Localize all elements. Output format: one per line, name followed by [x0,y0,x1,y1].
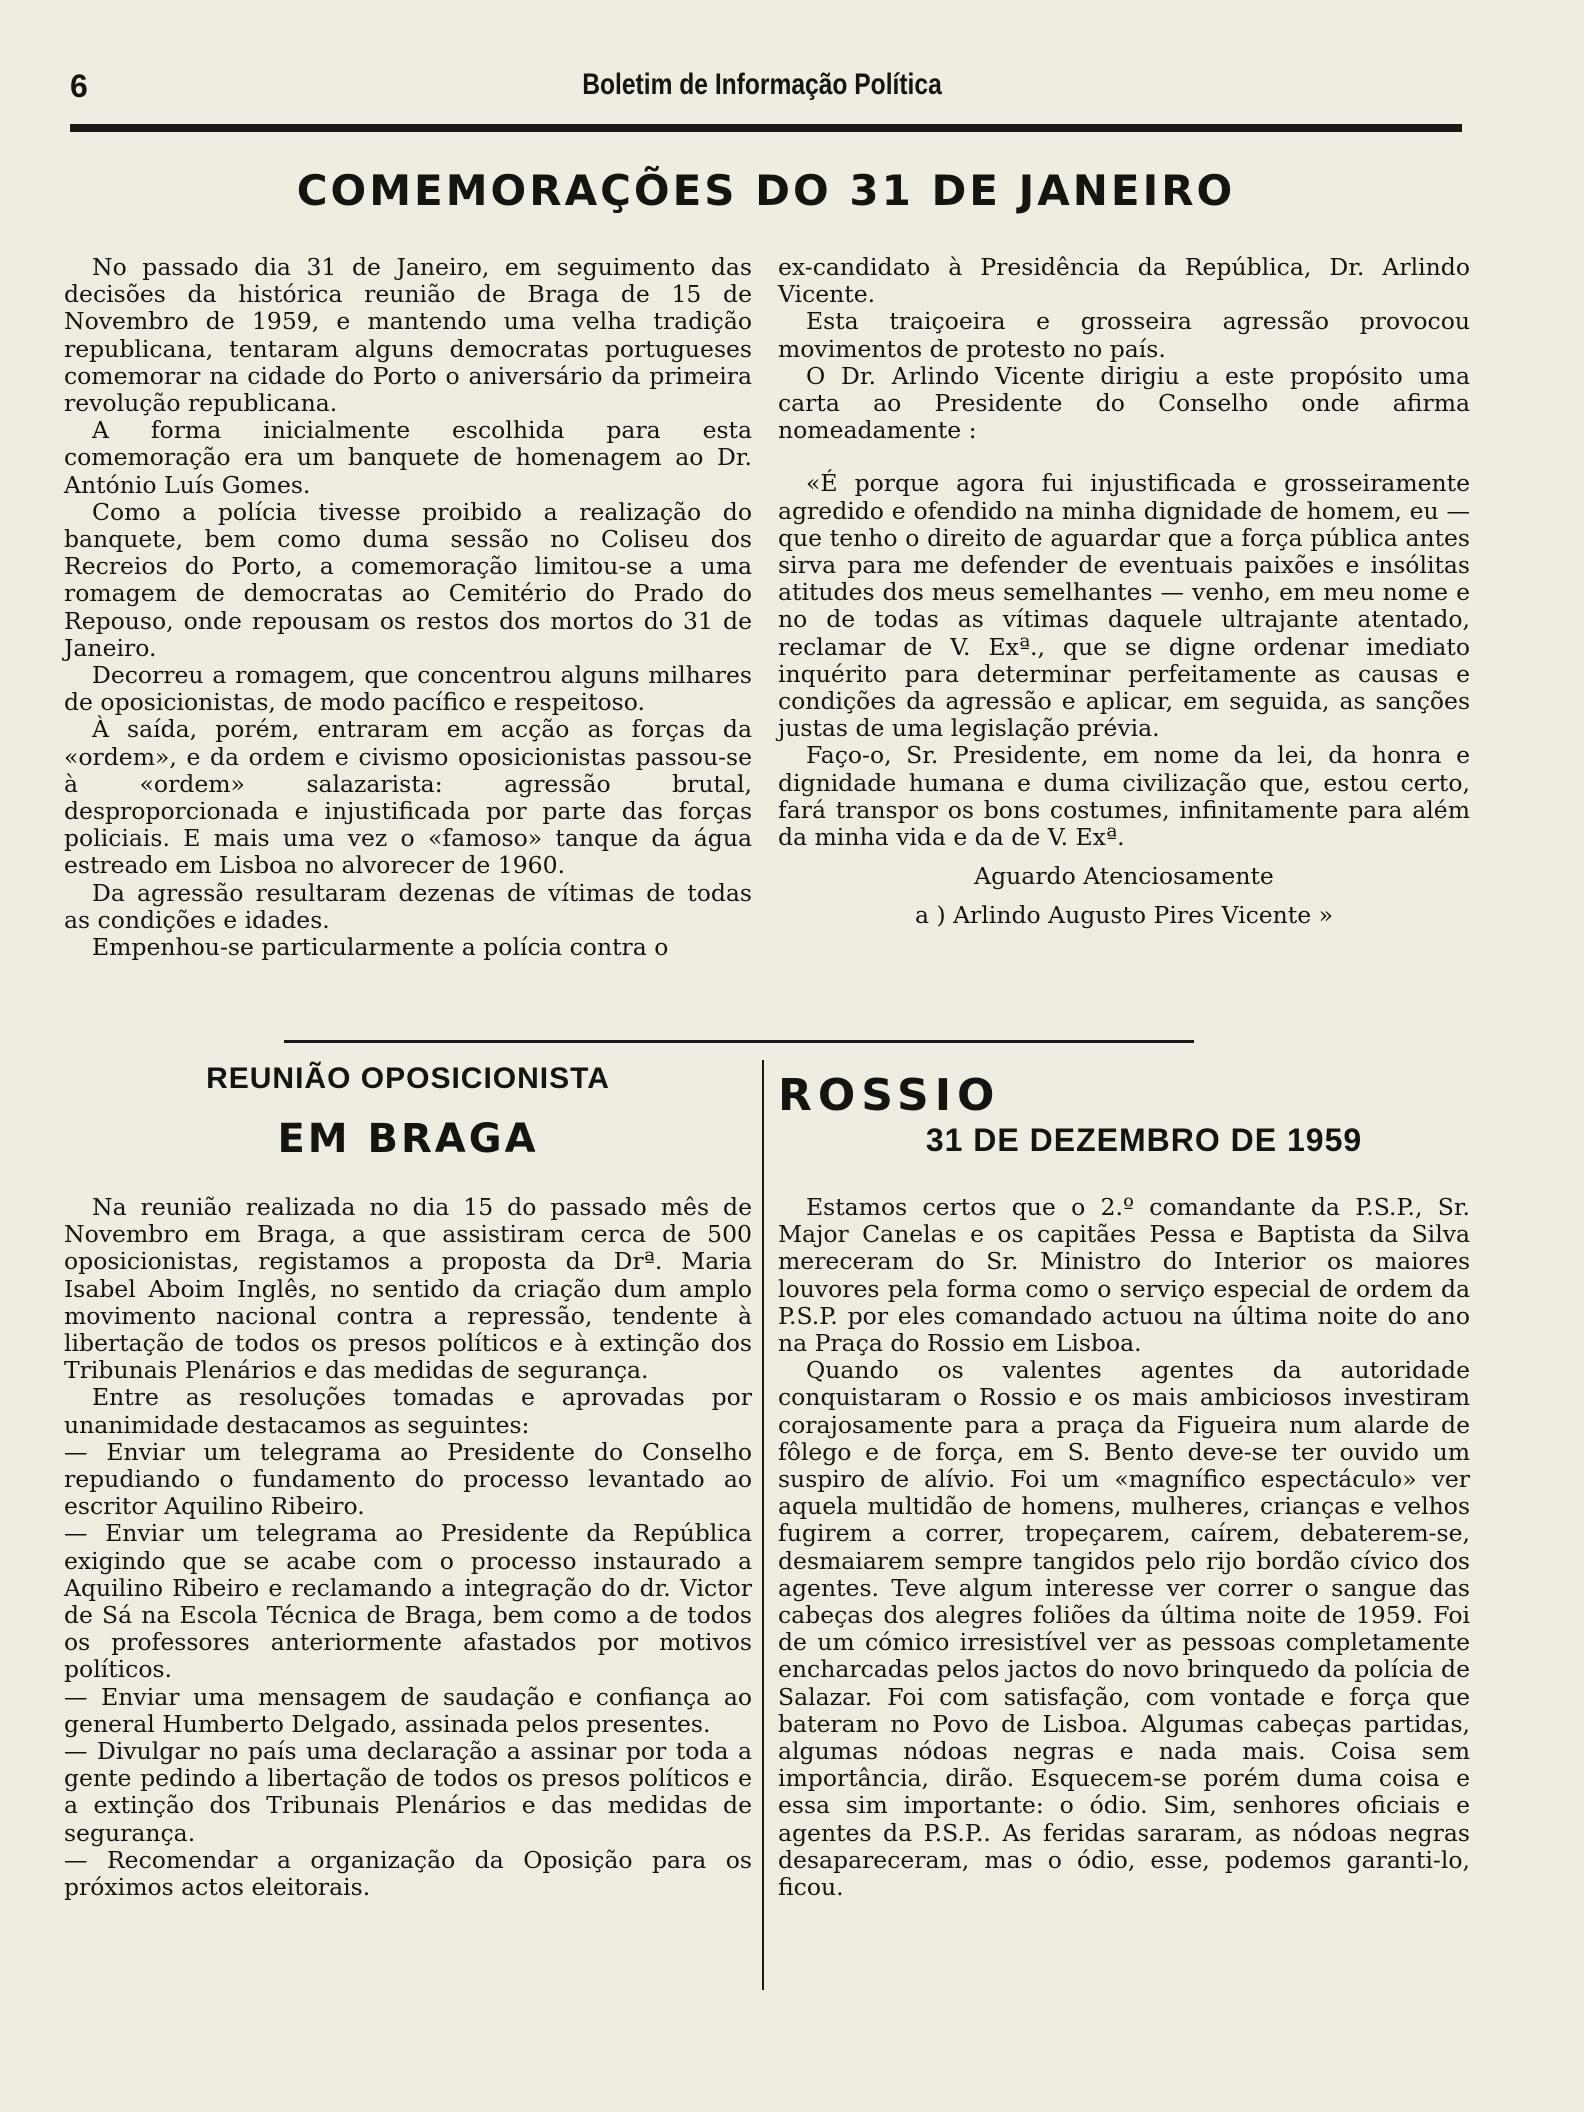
letter-paragraph: «É porque agora fui injustificada e grosseiramente agredido e ofendido na minha dignidade de homem, eu — que tenho o direito de aguardar que a força pública antes sirva para me defender de eventuais paixões e insólitas atitudes dos meus semelhantes — venho, em meu nome e no de todas as vítimas daquele ultrajante atentado, reclamar de V. Exª., que se digne ordenar imediato inquérito para determinar perfeitamente as causas e condições da agressão e aplicar, em seguida, as sanções justas de uma legislação prévia. [778,469,1470,743]
paragraph: Entre as resoluções tomadas e aprovadas por unanimidade destacamos as seguintes: [64,1383,752,1439]
article3-body [778,1194,1470,1901]
paragraph: Empenhou-se particularmente a polícia contra o [92,933,669,962]
page-number: 6 [70,68,88,104]
article1-column-right [778,254,1470,930]
paragraph: Esta traiçoeira e grosseira agressão provocou movimentos de protesto no país. [778,307,1470,363]
header-rule [70,124,1462,132]
paragraph: Decorreu a romagem, que concentrou alguns milhares de oposicionistas, de modo pacífico e respeitoso. [64,661,752,717]
column-divider [762,1060,764,1990]
article1-column-left [64,254,752,961]
article2-body [64,1194,752,1901]
letter-signature: a ) Arlindo Augusto Pires Vicente » [914,901,1334,930]
resolution-item: — Enviar um telegrama ao Presidente da República exigindo que se acabe com o processo instaurado a Aquilino Ribeiro e reclamando a integração do dr. Victor de Sá na Escola Técnica de Braga, bem como a de todos os professores anteriormente afastados por motivos políticos. [64,1519,752,1684]
publication-title: Boletim de Informação Política [582,68,942,101]
section-divider [284,1040,1194,1043]
article-headline-comemoracoes: COMEMORAÇÕES DO 31 DE JANEIRO [296,166,1236,215]
paragraph: Da agressão resultaram dezenas de vítimas de todas as condições e idades. [64,878,752,934]
letter-paragraph: Faço-o, Sr. Presidente, em nome da lei, da honra e dignidade humana e duma civilização que, estou certo, fará transpor os bons costumes, infinitamente para além da minha vida e da de V. Exª. [778,741,1470,852]
paragraph: A forma inicialmente escolhida para esta comemoração era um banquete de homenagem ao Dr. António Luís Gomes. [64,416,752,499]
paragraph: Na reunião realizada no dia 15 do passado mês de Novembro em Braga, a que assistiram cerca de 500 oposicionistas, registamos a proposta da Drª. Maria Isabel Aboim Inglês, no sentido da criação dum amplo movimento nacional contra a repressão, tendente à libertação de todos os presos políticos e à extinção dos Tribunais Plenários e das medidas de segurança. [64,1193,752,1385]
paragraph: Estamos certos que o 2.º comandante da P.S.P., Sr. Major Canelas e os capitães Pessa e Baptista da Silva mereceram do Sr. Ministro do Interior os maiores louvores pela forma como o serviço especial de ordem da P.S.P. por eles comandado actuou na última noite do ano na Praça do Rossio em Lisboa. [778,1193,1470,1358]
article2-kicker: REUNIÃO OPOSICIONISTA [206,1062,610,1095]
article3-subheadline: 31 DE DEZEMBRO DE 1959 [925,1122,1363,1158]
paragraph: À saída, porém, entraram em acção as forças da «ordem», e da ordem e civismo oposicionistas passou-se à «ordem» salazarista: agressão brutal, desproporcionada e injustificada por parte das forças policiais. E mais uma vez o «famoso» tanque da água estreado em Lisboa no alvorecer de 1960. [64,715,752,880]
paragraph: Como a polícia tivesse proibido a realização do banquete, bem como duma sessão no Coliseu dos Recreios do Porto, a comemoração limitou-se a uma romagem de democratas ao Cemitério do Prado do Repouso, onde repousam os restos dos mortos do 31 de Janeiro. [64,497,752,662]
article2-headline: EM BRAGA [277,1116,539,1162]
resolution-item: — Enviar um telegrama ao Presidente do Conselho repudiando o fundamento do processo levantado ao escritor Aquilino Ribeiro. [64,1437,752,1521]
paragraph: Quando os valentes agentes da autoridade conquistaram o Rossio e os mais ambiciosos investiram corajosamente para a praça da Figueira num alarde de fôlego e de força, em S. Bento deve-se ter ouvido um suspiro de alívio. Foi um «magnífico espectáculo» ver aquela multidão de homens, mulheres, crianças e velhos fugirem a correr, tropeçarem, caírem, debaterem-se, desmaiarem sempre tangidos pelo rijo bordão cívico dos agentes. Teve algum interesse ver correr o sangue das cabeças dos alegres foliões da última noite de 1959. Foi de um cómico irresistível ver as pessoas completamente encharcadas pelos jactos do novo brinquedo da polícia de Salazar. Foi com satisfação, com vontade e força que bateram no Povo de Lisboa. Algumas cabeças partidas, algumas nódoas negras e nada mais. Coisa sem importância, dirão. Esquecem-se porém duma coisa e essa sim importante: o ódio. Sim, senhores oficiais e agentes da P.S.P.. As feridas sararam, as nódoas negras desapareceram, mas o ódio, esse, podemos garanti-lo, ficou. [778,1356,1470,1902]
paragraph-continuation: ex-candidato à Presidência da República, Dr. Arlindo Vicente. [778,253,1470,309]
letter-closing: Aguardo Atenciosamente [974,862,1274,891]
quoted-letter [778,470,1470,851]
resolution-item: — Divulgar no país uma declaração a assinar por toda a gente pedindo a libertação de todos os presos políticos e a extinção dos Tribunais Plenários e das medidas de segurança. [64,1737,752,1847]
resolution-item: — Recomendar a organização da Oposição para os próximos actos eleitorais. [64,1845,752,1902]
resolution-item: — Enviar uma mensagem de saudação e confiança ao general Humberto Delgado, assinada pelos presentes. [64,1682,752,1738]
paragraph: O Dr. Arlindo Vicente dirigiu a este propósito uma carta ao Presidente do Conselho onde afirma nomeadamente : [778,361,1470,445]
article3-headline: ROSSIO [778,1070,1001,1121]
page-header [62,62,1462,108]
paragraph: No passado dia 31 de Janeiro, em seguimento das decisões da histórica reunião de Braga de 15 de Novembro de 1959, e mantendo uma velha tradição republicana, tentaram alguns democratas portugueses comemorar na cidade do Porto o aniversário da primeira revolução republicana. [64,253,752,418]
